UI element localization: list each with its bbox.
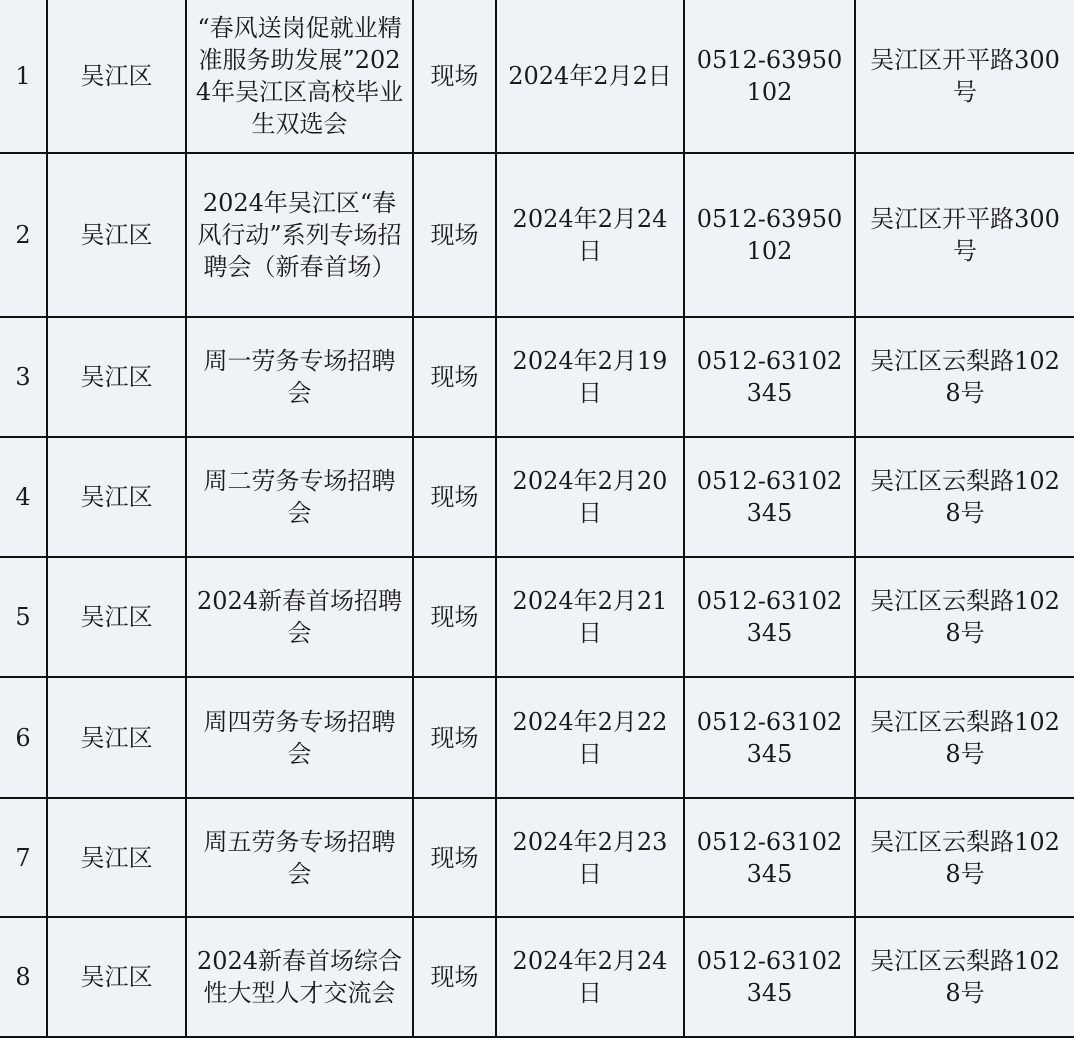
address-cell: 吴江区云梨路1028号 — [855, 677, 1074, 798]
mode-cell: 现场 — [413, 153, 496, 317]
address-cell: 吴江区开平路300号 — [855, 153, 1074, 317]
row-number: 6 — [0, 677, 47, 798]
date-cell: 2024年2月20日 — [496, 437, 684, 557]
table-row — [0, 153, 1074, 317]
mode-cell: 现场 — [413, 557, 496, 677]
row-number: 8 — [0, 917, 47, 1037]
district-cell: 吴江区 — [47, 798, 186, 917]
date-cell: 2024年2月24日 — [496, 917, 684, 1037]
district-cell: 吴江区 — [47, 557, 186, 677]
event-name-cell: 周二劳务专场招聘会 — [186, 437, 413, 557]
district-cell: 吴江区 — [47, 153, 186, 317]
mode-cell: 现场 — [413, 798, 496, 917]
address-cell: 吴江区云梨路1028号 — [855, 917, 1074, 1037]
date-cell: 2024年2月22日 — [496, 677, 684, 798]
row-number: 4 — [0, 437, 47, 557]
table-row — [0, 557, 1074, 677]
mode-cell: 现场 — [413, 917, 496, 1037]
phone-cell: 0512-63950102 — [684, 0, 855, 153]
address-cell: 吴江区云梨路1028号 — [855, 557, 1074, 677]
table-row — [0, 317, 1074, 437]
event-name-cell: 周四劳务专场招聘会 — [186, 677, 413, 798]
mode-cell: 现场 — [413, 677, 496, 798]
mode-cell: 现场 — [413, 317, 496, 437]
event-name-cell: 2024新春首场综合性大型人才交流会 — [186, 917, 413, 1037]
date-cell: 2024年2月2日 — [496, 0, 684, 153]
event-name-cell: 2024年吴江区“春风行动”系列专场招聘会（新春首场） — [186, 153, 413, 317]
table-row — [0, 917, 1074, 1037]
table-row — [0, 0, 1074, 153]
row-number: 7 — [0, 798, 47, 917]
date-cell: 2024年2月23日 — [496, 798, 684, 917]
event-name-cell: 周一劳务专场招聘会 — [186, 317, 413, 437]
row-number: 5 — [0, 557, 47, 677]
phone-cell: 0512-63102345 — [684, 437, 855, 557]
mode-cell: 现场 — [413, 0, 496, 153]
phone-cell: 0512-63102345 — [684, 317, 855, 437]
row-number: 3 — [0, 317, 47, 437]
row-number: 2 — [0, 153, 47, 317]
phone-cell: 0512-63102345 — [684, 677, 855, 798]
address-cell: 吴江区云梨路1028号 — [855, 317, 1074, 437]
address-cell: 吴江区云梨路1028号 — [855, 437, 1074, 557]
table-row — [0, 677, 1074, 798]
row-number: 1 — [0, 0, 47, 153]
address-cell: 吴江区开平路300号 — [855, 0, 1074, 153]
district-cell: 吴江区 — [47, 677, 186, 798]
phone-cell: 0512-63102345 — [684, 917, 855, 1037]
district-cell: 吴江区 — [47, 317, 186, 437]
district-cell: 吴江区 — [47, 917, 186, 1037]
district-cell: 吴江区 — [47, 0, 186, 153]
phone-cell: 0512-63950102 — [684, 153, 855, 317]
address-cell: 吴江区云梨路1028号 — [855, 798, 1074, 917]
date-cell: 2024年2月21日 — [496, 557, 684, 677]
mode-cell: 现场 — [413, 437, 496, 557]
table-row — [0, 798, 1074, 917]
event-name-cell: 2024新春首场招聘会 — [186, 557, 413, 677]
date-cell: 2024年2月19日 — [496, 317, 684, 437]
event-name-cell: 周五劳务专场招聘会 — [186, 798, 413, 917]
table-row — [0, 437, 1074, 557]
phone-cell: 0512-63102345 — [684, 557, 855, 677]
event-name-cell: “春风送岗促就业精准服务助发展”2024年吴江区高校毕业生双选会 — [186, 0, 413, 153]
phone-cell: 0512-63102345 — [684, 798, 855, 917]
district-cell: 吴江区 — [47, 437, 186, 557]
date-cell: 2024年2月24日 — [496, 153, 684, 317]
